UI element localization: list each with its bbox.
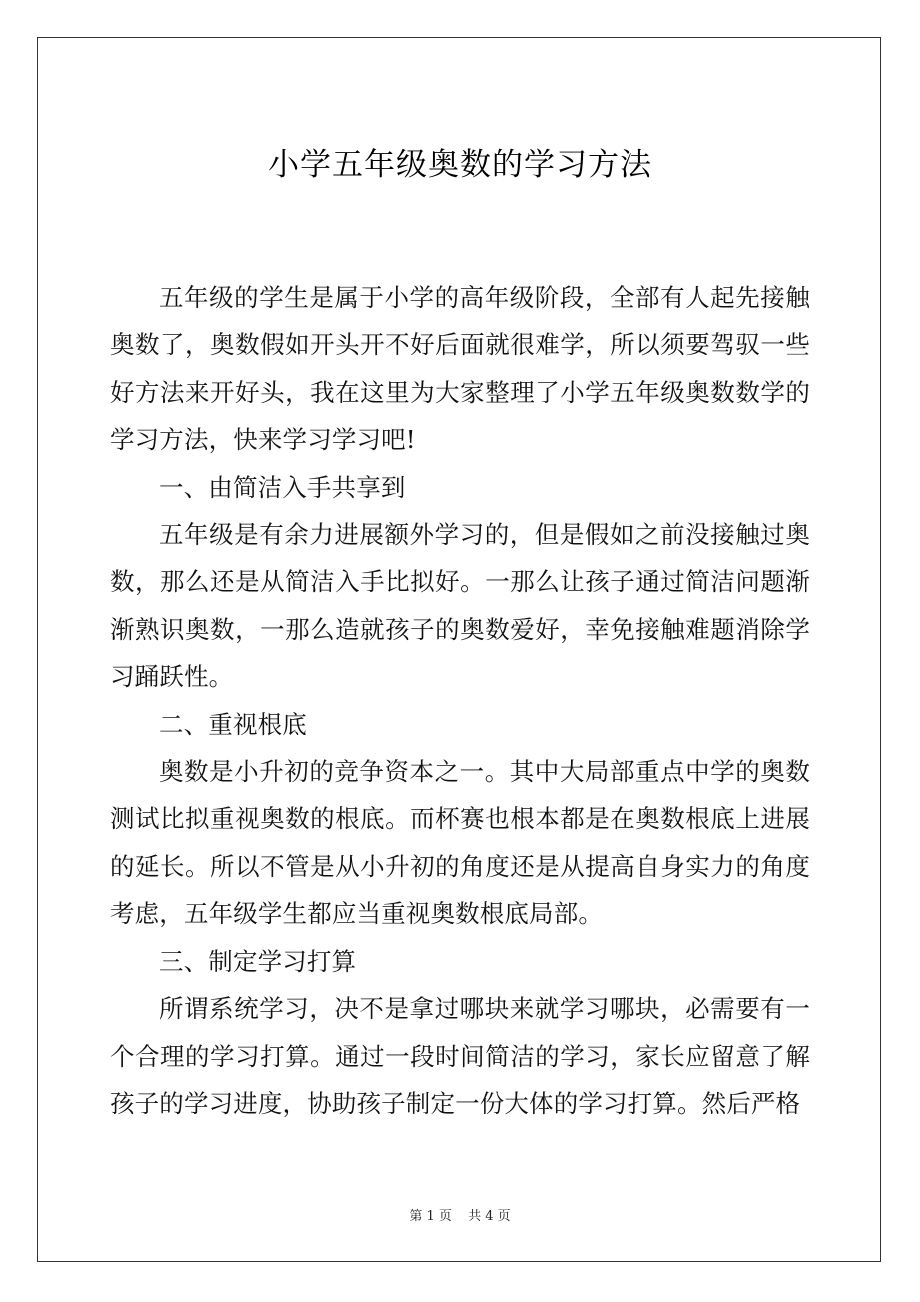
page-number: 第 1 页	[409, 1209, 452, 1224]
document-body	[110, 274, 810, 1127]
intro-paragraph: 五年级的学生是属于小学的高年级阶段，全部有人起先接触奥数了，奥数假如开头开不好后面就很难学，所以须要驾驭一些好方法来开好头，我在这里为大家整理了小学五年级奥数数学的学习方法，快来学习学习吧!	[110, 283, 810, 455]
page-total: 共 4 页	[468, 1209, 511, 1224]
section-paragraph-1: 五年级是有余力进展额外学习的，但是假如之前没接触过奥数，那么还是从简洁入手比拟好。一那么让孩子通过简洁问题渐渐熟识奥数，一那么造就孩子的奥数爱好，幸免接触难题消除学习踊跃性。	[110, 520, 810, 692]
section-paragraph-2: 奥数是小升初的竞争资本之一。其中大局部重点中学的奥数测试比拟重视奥数的根底。而杯赛也根本都是在奥数根底上进展的延长。所以不管是从小升初的角度还是从提高自身实力的角度考虑，五年级学生都应当重视奥数根底局部。	[110, 757, 810, 929]
page-footer	[0, 1205, 920, 1224]
section-heading-2: 二、重视根底	[159, 709, 307, 739]
section-paragraph-3: 所谓系统学习，决不是拿过哪块来就学习哪块，必需要有一个合理的学习打算。通过一段时间简洁的学习，家长应留意了解孩子的学习进度，协助孩子制定一份大体的学习打算。然后严格	[110, 994, 810, 1118]
section-heading-3: 三、制定学习打算	[159, 946, 357, 976]
document-title: 小学五年级奥数的学习方法	[268, 147, 652, 183]
section-heading-1: 一、由简洁入手共享到	[159, 472, 406, 502]
